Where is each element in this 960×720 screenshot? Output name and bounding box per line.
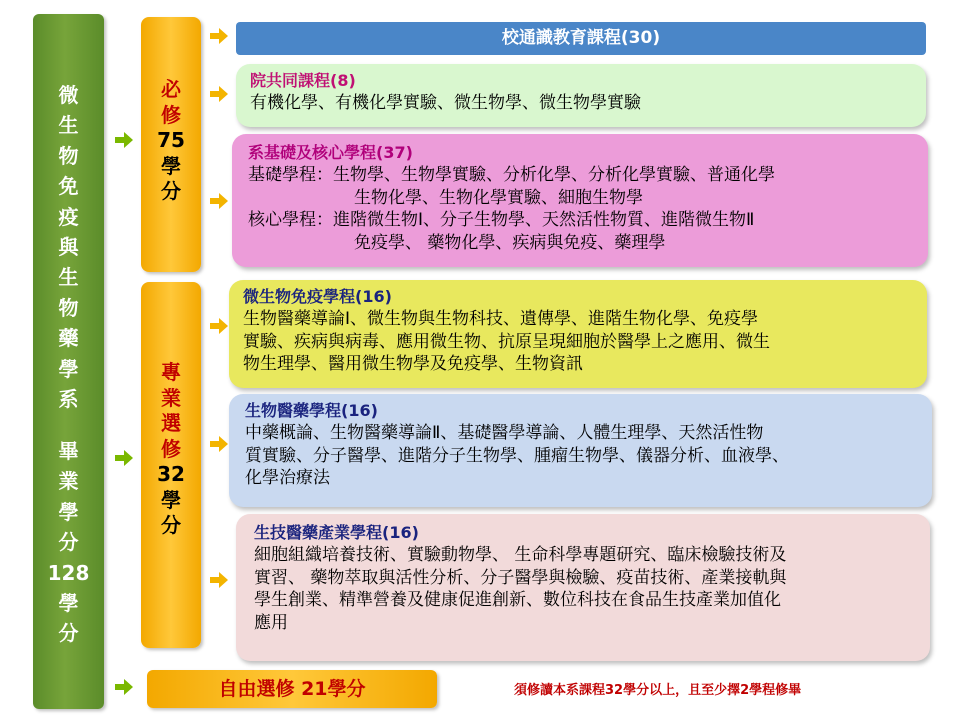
arrow-right-icon	[210, 28, 228, 44]
dept-core-box	[232, 134, 928, 267]
biomed-program-title: 生物醫藥學程(16)	[245, 401, 378, 420]
core-label: 核心學程：	[248, 210, 333, 230]
course-line: 中藥概論、生物醫藥導論Ⅱ、基礎醫學導論、人體生理學、天然活性物	[245, 423, 764, 443]
arrow-right-icon	[115, 679, 133, 695]
microbio-program-title: 微生物免疫學程(16)	[243, 287, 392, 306]
arrow-right-icon	[115, 132, 133, 148]
course-line: 物生理學、醫用微生物學及免疫學、生物資訊	[243, 354, 583, 374]
elective-credits-column	[141, 282, 201, 648]
required-credits-label: 必 修 75 學 分	[157, 77, 185, 203]
industry-program-box	[236, 514, 930, 661]
graduation-credits: 畢 業 學 分 128 學 分	[47, 439, 90, 646]
department-column	[33, 14, 104, 709]
course-line: 基礎學程：生物學、生物學實驗、分析化學、分析化學實驗、普通化學	[248, 165, 775, 185]
course-line: 學生創業、精準營養及健康促進創新、數位科技在食品生技產業加值化	[254, 590, 781, 610]
course-line: 應用	[254, 612, 288, 633]
course-line: 實驗、疾病與病毒、應用微生物、抗原呈現細胞於醫學上之應用、微生	[243, 331, 770, 352]
arrow-right-icon	[210, 318, 228, 334]
required-credits-column	[141, 17, 201, 272]
biomed-program-box	[229, 394, 932, 507]
general-education-bar: 校通識教育課程(30)	[236, 22, 926, 55]
course-line: 質實驗、分子醫學、進階分子生物學、腫瘤生物學、儀器分析、血液學、	[245, 445, 789, 466]
arrow-right-icon	[210, 193, 228, 209]
course-line: 核心學程：進階微生物Ⅰ、分子生物學、天然活性物質、進階微生物Ⅱ	[248, 210, 755, 230]
department-name: 微 生 物 免 疫 與 生 物 藥 學 系	[58, 83, 79, 412]
course-line: 實習、 藥物萃取與活性分析、分子醫學與檢驗、疫苗技術、產業接軌與	[254, 567, 787, 588]
dept-core-title: 系基礎及核心學程(37)	[248, 143, 413, 162]
college-common-title: 院共同課程(8)	[250, 71, 356, 90]
arrow-right-icon	[210, 436, 228, 452]
arrow-right-icon	[210, 86, 228, 102]
course-line: 細胞組織培養技術、實驗動物學、 生命科學專題研究、臨床檢驗技術及	[254, 545, 787, 565]
basic-label: 基礎學程：	[248, 165, 333, 185]
elective-credits-label: 專 業 選 修 32 學 分	[157, 360, 185, 537]
microbio-program-box	[229, 280, 927, 388]
course-line: 免疫學、 藥物化學、疾病與免疫、藥理學	[354, 232, 666, 253]
course-line: 有機化學、有機化學實驗、微生物學、微生物學實驗	[250, 93, 641, 113]
requirement-note: 須修讀本系課程32學分以上，且至少擇2學程修畢	[514, 683, 802, 698]
course-line: 化學治療法	[245, 468, 330, 488]
arrow-right-icon	[115, 450, 133, 466]
course-line: 生物化學、生物化學實驗、細胞生物學	[354, 187, 643, 208]
college-common-box	[236, 64, 926, 127]
arrow-right-icon	[210, 572, 228, 588]
industry-program-title: 生技醫藥產業學程(16)	[254, 523, 419, 542]
course-line: 生物醫藥導論Ⅰ、微生物與生物科技、遺傳學、進階生物化學、免疫學	[243, 309, 759, 329]
free-elective-box: 自由選修 21學分	[147, 670, 437, 708]
